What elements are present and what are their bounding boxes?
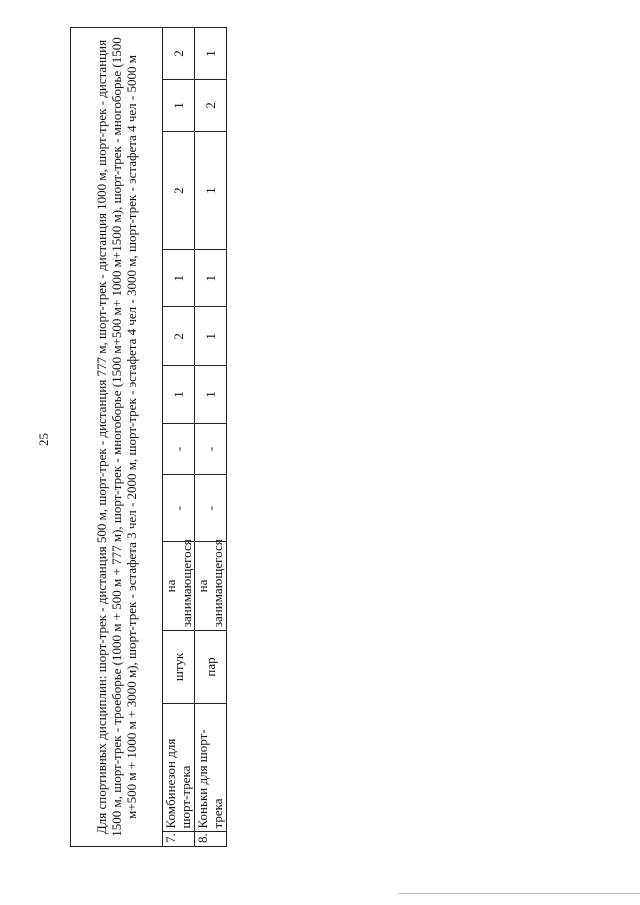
quantity-cell: 1	[163, 366, 195, 423]
quantity-cell: -	[195, 423, 227, 475]
row-number: 8.	[195, 832, 227, 847]
row-number: 7.	[163, 832, 195, 847]
quantity-cell: 1	[195, 366, 227, 423]
quantity-cell: 2	[163, 28, 195, 80]
scan-edge-line	[398, 893, 640, 894]
quantity-cell: 1	[195, 307, 227, 366]
table-row	[195, 28, 227, 847]
unit: штук	[163, 631, 195, 704]
quantity-cell: 1	[195, 131, 227, 249]
calculation-basis: на занимающегося	[195, 541, 227, 630]
quantity-cell: 2	[195, 80, 227, 132]
unit: пар	[195, 631, 227, 704]
quantity-cell: 1	[195, 28, 227, 80]
quantity-cell: 2	[163, 307, 195, 366]
item-name: Коньки для шорт-трека	[195, 703, 227, 832]
quantity-cell: -	[163, 423, 195, 475]
discipline-header-cell: Для спортивных дисциплин: шорт-трек - дистанция 500 м, шорт-трек - дистанция 777 м, шорт-трек - дистанция 1000 м, шорт-трек - дистанция 1500 м, шорт-трек - троеборье (1000 м + 500 м + 777 м), шорт-трек - многоборье (1500 м+500 м+ 1000 м+1500 м), шорт-трек - многоборье (1500 м+500 м + 1000 м + 3000 м), шорт-трек - эстафета 3 чел - 2000 м, шорт-трек - эстафета 4 чел - 3000 м, шорт-трек - эстафета 4 чел - 5000 м	[71, 28, 163, 847]
quantity-cell: -	[195, 475, 227, 541]
discipline-header-row	[71, 28, 163, 847]
quantity-cell: -	[163, 475, 195, 541]
item-name: Комбинезон для шорт-трека	[163, 703, 195, 832]
equipment-table	[70, 27, 226, 847]
quantity-cell: 1	[163, 80, 195, 132]
calculation-basis: на занимающегося	[163, 541, 195, 630]
quantity-cell: 2	[163, 131, 195, 249]
quantity-cell: 1	[163, 250, 195, 307]
quantity-cell: 1	[195, 250, 227, 307]
table-row	[163, 28, 195, 847]
page-number: 25	[36, 433, 51, 446]
